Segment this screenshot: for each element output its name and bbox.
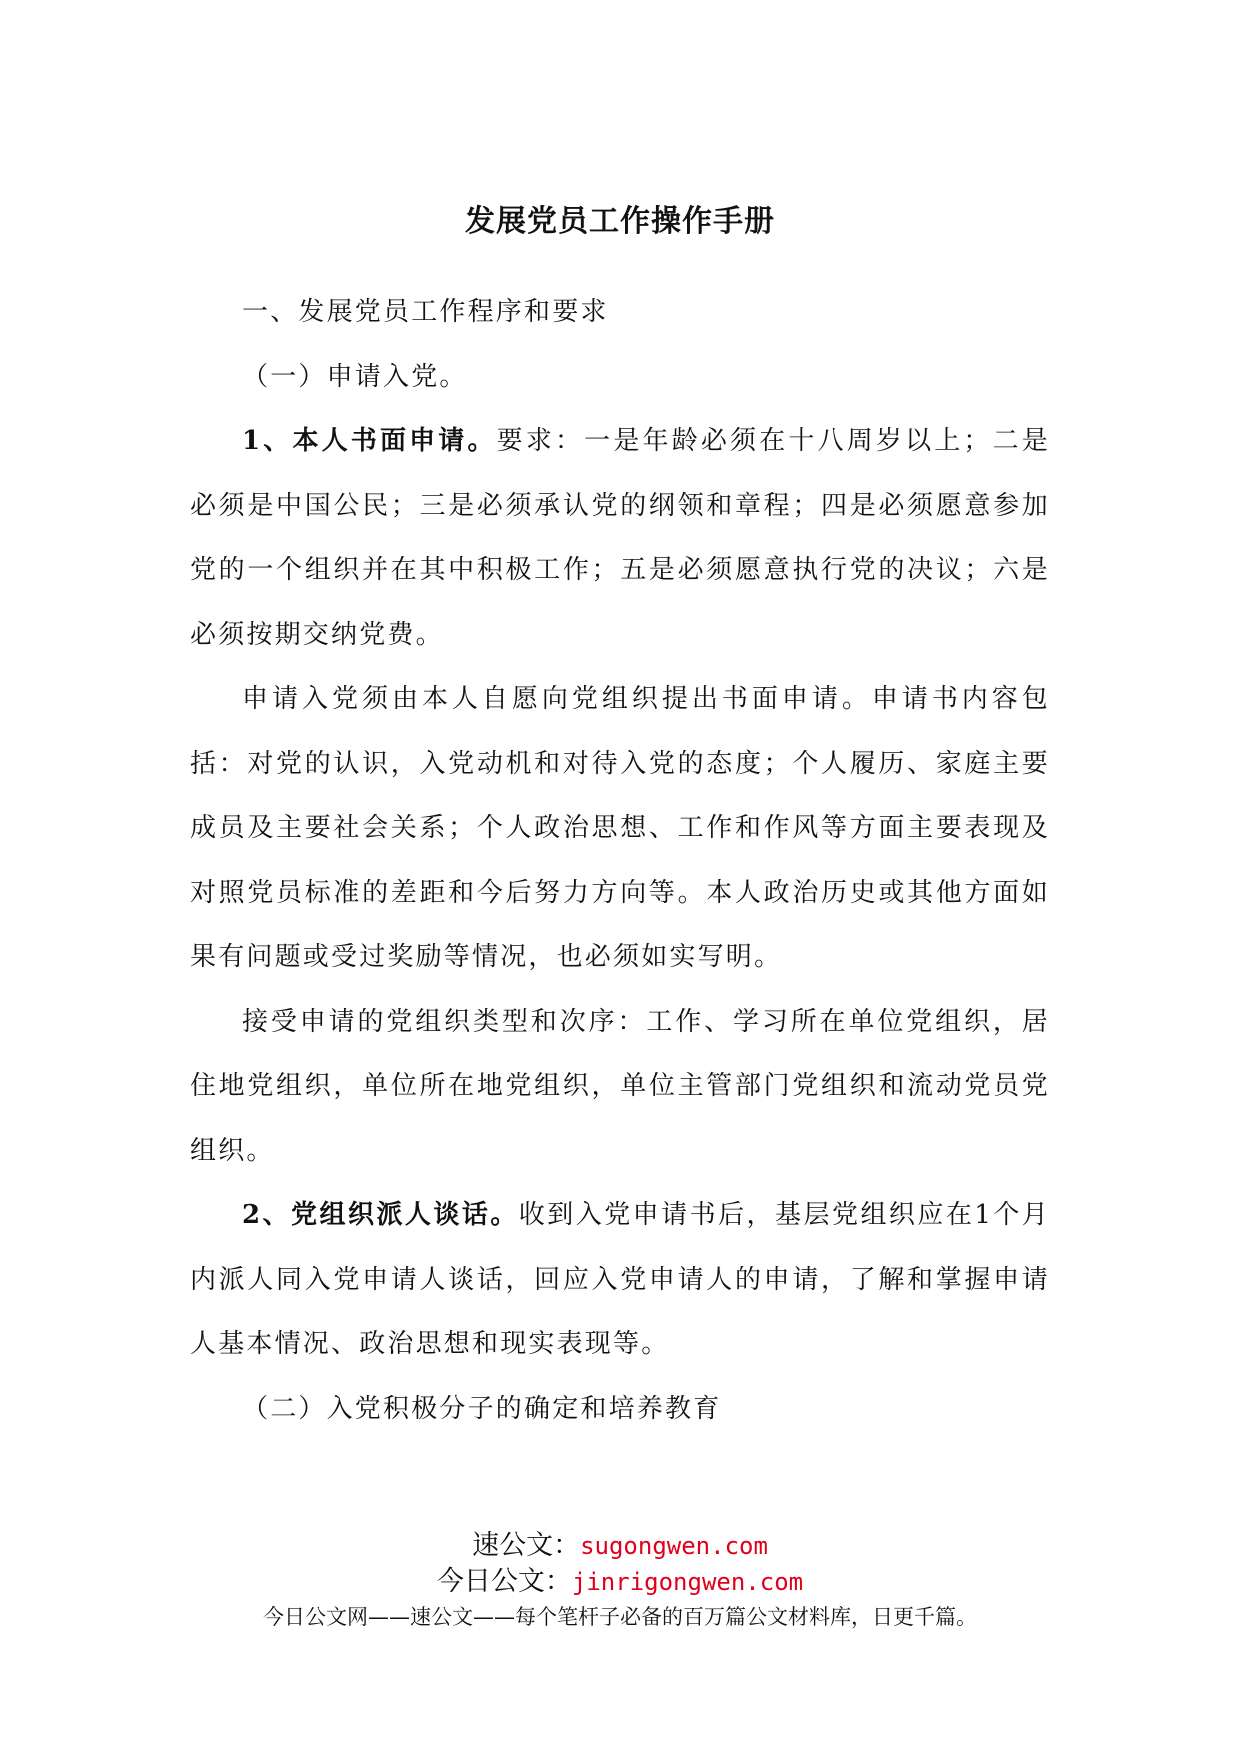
footer-link-sugongwen[interactable]: sugongwen.com — [580, 1532, 768, 1560]
paragraph-text: （一）申请入党。 — [242, 361, 468, 392]
footer-tagline: 今日公文网——速公文——每个笔杆子必备的百万篇公文材料库，日更千篇。 — [263, 1605, 977, 1629]
paragraph-text: 接受申请的党组织类型和次序：工作、学习所在单位党组织，居住地党组织，单位所在地党组织，单位主管部门党组织和流动党员党组织。 — [190, 1006, 1050, 1166]
paragraph — [190, 1183, 1050, 1377]
footer-line-sugongwen — [0, 1528, 1240, 1564]
section-heading — [190, 280, 1050, 345]
paragraph-text: （二）入党积极分子的确定和培养教育 — [242, 1393, 722, 1424]
footer-label: 今日公文： — [436, 1566, 572, 1597]
document-body — [190, 280, 1050, 1441]
paragraph-text: 要求：一是年龄必须在十八周岁以上；二是必须是中国公民；三是必须承认党的纲领和章程；四是必须愿意参加党的一个组织并在其中积极工作；五是必须愿意执行党的决议；六是必须按期交纳党费。 — [190, 426, 1050, 650]
footer-line-jinrigongwen — [0, 1564, 1240, 1600]
paragraph-text: 申请入党须由本人自愿向党组织提出书面申请。申请书内容包括：对党的认识，入党动机和对待入党的态度；个人履历、家庭主要成员及主要社会关系；个人政治思想、工作和作风等方面主要表现及对照党员标准的差距和今后努力方向等。本人政治历史或其他方面如果有问题或受过奖励等情况，也必须如实写明。 — [190, 684, 1050, 972]
paragraph-lead: 2、党组织派人谈话。 — [242, 1200, 519, 1230]
paragraph — [190, 409, 1050, 667]
paragraph — [190, 990, 1050, 1184]
paragraph-lead: 1、本人书面申请。 — [242, 426, 497, 456]
footer-link-jinrigongwen[interactable]: jinrigongwen.com — [571, 1568, 804, 1596]
paragraph-text: 一、发展党员工作程序和要求 — [242, 297, 609, 327]
subsection-heading — [190, 1377, 1050, 1442]
footer-watermark — [0, 1528, 1240, 1634]
subsection-heading — [190, 345, 1050, 410]
paragraph — [190, 667, 1050, 990]
footer-label: 速公文： — [472, 1530, 581, 1561]
paragraph-text: 收到入党申请书后，基层党组织应在1个月内派人同入党申请人谈话，回应入党申请人的申请，了解和掌握申请人基本情况、政治思想和现实表现等。 — [190, 1200, 1051, 1359]
page-title: 发展党员工作操作手册 — [465, 204, 775, 239]
